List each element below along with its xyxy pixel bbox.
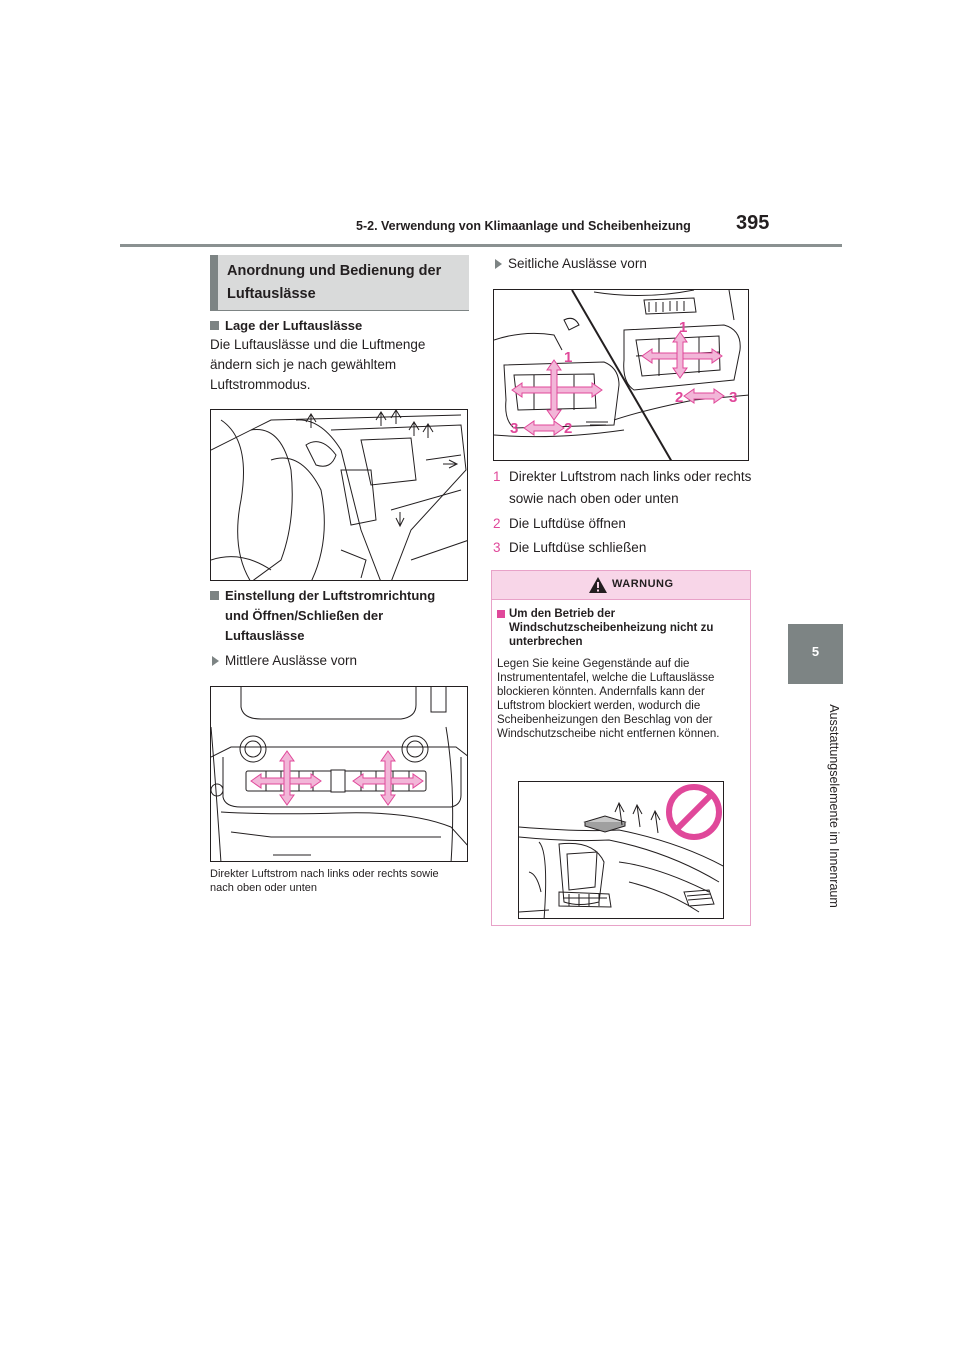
figure-interior-vents bbox=[210, 409, 468, 581]
side-vents-text: Seitliche Auslässe vorn bbox=[508, 256, 647, 271]
location-paragraph: Die Luftauslässe und die Luftmenge ändern sich je nach gewähltem Luftstrommodus. bbox=[210, 337, 426, 392]
warning-header-rule bbox=[492, 599, 750, 600]
triangle-bullet-icon bbox=[212, 656, 219, 666]
side-figure-label: 3 bbox=[729, 389, 738, 406]
figure-side-vents bbox=[493, 289, 749, 461]
item-number: 1 bbox=[493, 469, 501, 484]
warning-subheading-text: Um den Betrieb der Windschutzscheibenheizung nicht zu unterbrechen bbox=[509, 608, 714, 648]
section-heading-rule bbox=[210, 310, 469, 311]
chapter-tab bbox=[788, 624, 843, 684]
side-vents-illustration bbox=[494, 290, 749, 461]
side-figure-label: 1 bbox=[564, 349, 573, 366]
item-text: Die Luftdüse schließen bbox=[509, 540, 647, 555]
header-rule bbox=[120, 244, 842, 247]
adjust-subheading bbox=[210, 586, 469, 646]
warning-header bbox=[492, 571, 750, 599]
center-vents-item bbox=[210, 651, 469, 671]
location-subheading bbox=[210, 316, 469, 336]
center-vents-illustration bbox=[211, 687, 468, 862]
section-heading-text: Anordnung und Bedienung der Luftauslässe bbox=[227, 263, 442, 302]
numbered-item bbox=[493, 537, 752, 559]
side-figure-label: 2 bbox=[564, 420, 573, 437]
prohibited-icon bbox=[669, 787, 719, 837]
item-text: Die Luftdüse öffnen bbox=[509, 516, 626, 531]
square-bullet-icon bbox=[210, 321, 219, 330]
side-vents-item bbox=[493, 254, 752, 274]
running-header-title: 5-2. Verwendung von Klimaanlage und Scheibenheizung bbox=[356, 219, 691, 233]
warning-box bbox=[491, 570, 751, 926]
dashboard-illustration bbox=[519, 782, 724, 919]
item-number: 3 bbox=[493, 540, 501, 555]
numbered-item bbox=[493, 466, 752, 510]
side-figure-label: 1 bbox=[679, 319, 688, 336]
location-subheading-text: Lage der Luftauslässe bbox=[225, 318, 363, 333]
figure-warning-dashboard bbox=[518, 781, 724, 919]
side-figure-label: 3 bbox=[510, 420, 519, 437]
center-vents-caption: Direkter Luftstrom nach links oder rechts sowie nach oben oder unten bbox=[210, 868, 439, 894]
square-bullet-icon bbox=[210, 591, 219, 600]
square-bullet-icon bbox=[497, 610, 505, 618]
interior-illustration bbox=[211, 410, 468, 581]
triangle-bullet-icon bbox=[495, 259, 502, 269]
center-vents-text: Mittlere Auslässe vorn bbox=[225, 653, 358, 668]
warning-subheading bbox=[497, 607, 745, 649]
warning-title: WARNUNG bbox=[612, 578, 674, 590]
item-text: Direkter Luftstrom nach links oder rechts sowie nach oben oder unten bbox=[509, 469, 752, 506]
adjust-subheading-text: Einstellung der Luftstromrichtung und Öffnen/Schließen der Luftauslässe bbox=[225, 588, 436, 643]
warning-body: Legen Sie keine Gegenstände auf die Instrumententafel, welche die Luftauslässe blockieren könnten. Andernfalls kann der Luftstrom blockiert werden, wodurch die Scheibenheizungen den Beschlag von der Windschutzscheibe nicht entfernen können. bbox=[497, 658, 720, 740]
item-number: 2 bbox=[493, 516, 501, 531]
page-number: 395 bbox=[736, 212, 770, 234]
figure-center-vents bbox=[210, 686, 468, 862]
side-figure-label: 2 bbox=[675, 389, 684, 406]
chapter-number: 5 bbox=[811, 644, 820, 659]
numbered-item bbox=[493, 513, 752, 535]
chapter-label-text: Ausstattungselemente im Innenraum bbox=[827, 704, 841, 908]
section-heading bbox=[210, 255, 469, 311]
chapter-tab-label bbox=[815, 695, 841, 925]
warning-triangle-icon bbox=[588, 576, 608, 594]
